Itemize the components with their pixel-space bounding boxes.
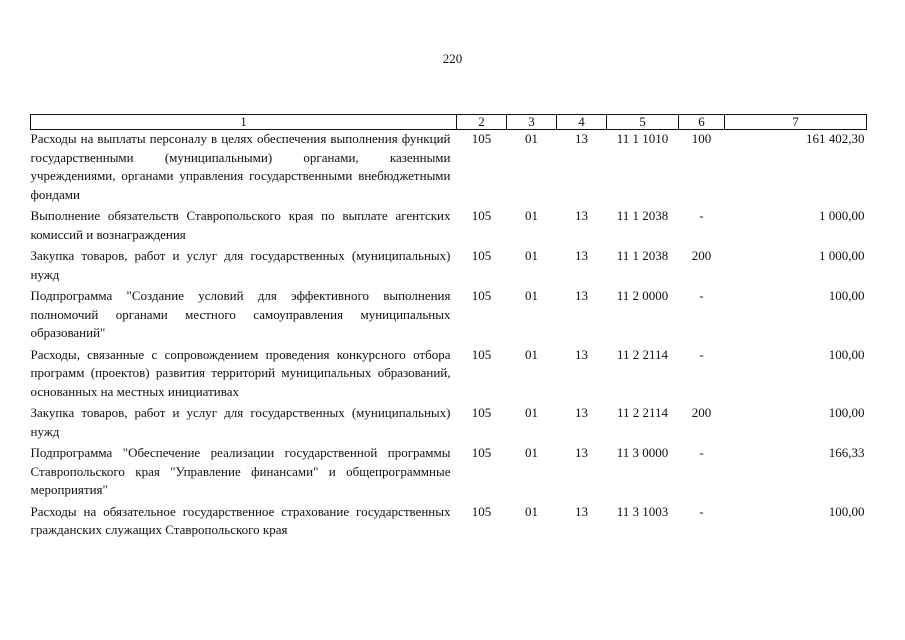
table-row xyxy=(31,444,867,503)
header-col-2: 2 xyxy=(457,115,507,130)
row-code-5: 11 2 0000 xyxy=(616,288,669,303)
row-amount: 161 402,30 xyxy=(806,131,865,146)
row-name: Расходы на обязательное государственное страхование государственных гражданских служащих Ставропольского края xyxy=(30,503,451,537)
row-code-2: 105 xyxy=(471,346,492,362)
row-amount: 1 000,00 xyxy=(819,248,865,263)
row-code-3: 01 xyxy=(525,248,538,263)
table-row xyxy=(31,130,867,208)
row-code-4: 13 xyxy=(575,131,588,146)
table-header xyxy=(31,115,867,130)
table-row xyxy=(31,287,867,346)
row-amount: 166,33 xyxy=(828,445,865,460)
row-name: Расходы, связанные с сопровождением проведения конкурсного отбора программ (проектов) развития территорий муниципальных образований, основанных на местных инициативах xyxy=(30,346,451,399)
row-code-4: 13 xyxy=(575,445,588,460)
row-code-4: 13 xyxy=(575,346,588,362)
row-amount: 100,00 xyxy=(828,503,865,519)
row-code-6: - xyxy=(699,445,704,460)
row-code-2: 105 xyxy=(471,131,492,146)
row-code-2: 105 xyxy=(471,503,492,519)
row-code-4: 13 xyxy=(575,288,588,303)
row-code-3: 01 xyxy=(525,346,538,362)
row-code-3: 01 xyxy=(525,288,538,303)
header-col-6: 6 xyxy=(679,115,725,130)
row-name: Закупка товаров, работ и услуг для государственных (муниципальных) нужд xyxy=(30,248,451,282)
row-code-3: 01 xyxy=(525,445,538,460)
row-code-3: 01 xyxy=(525,131,538,146)
row-code-5: 11 1 2038 xyxy=(616,208,669,223)
row-code-2: 105 xyxy=(471,248,492,263)
row-code-2: 105 xyxy=(471,208,492,223)
page-number: 220 xyxy=(442,51,463,66)
row-code-4: 13 xyxy=(575,405,588,420)
row-code-5: 11 1 2038 xyxy=(616,248,669,263)
row-amount: 100,00 xyxy=(828,346,865,362)
row-code-2: 105 xyxy=(471,445,492,460)
table-row xyxy=(31,346,867,405)
row-code-5: 11 3 1003 xyxy=(616,503,669,519)
row-code-6: - xyxy=(699,288,704,303)
row-name: Расходы на выплаты персоналу в целях обеспечения выполнения функций государственными (муниципальными) органами, казенными учреждениями, органами управления государственными внебюджетными фондами xyxy=(30,131,451,202)
table-row xyxy=(31,404,867,444)
header-col-1: 1 xyxy=(31,115,457,130)
row-code-5: 11 3 0000 xyxy=(616,445,669,460)
header-col-5: 5 xyxy=(607,115,679,130)
row-code-4: 13 xyxy=(575,208,588,223)
row-name: Закупка товаров, работ и услуг для государственных (муниципальных) нужд xyxy=(30,405,451,439)
row-code-6: 200 xyxy=(691,248,712,263)
row-amount: 1 000,00 xyxy=(819,208,865,223)
row-code-2: 105 xyxy=(471,405,492,420)
row-code-5: 11 1 1010 xyxy=(616,131,669,146)
row-name: Выполнение обязательств Ставропольского края по выплате агентских комиссий и вознаграждения xyxy=(30,208,451,242)
table-row xyxy=(31,207,867,247)
row-code-3: 01 xyxy=(525,208,538,223)
header-col-3: 3 xyxy=(507,115,557,130)
row-code-3: 01 xyxy=(525,503,538,519)
row-code-6: 100 xyxy=(691,131,712,146)
row-code-5: 11 2 2114 xyxy=(616,405,669,420)
row-code-4: 13 xyxy=(575,248,588,263)
row-amount: 100,00 xyxy=(828,288,865,303)
row-code-4: 13 xyxy=(575,503,588,519)
row-code-6: - xyxy=(699,503,704,519)
header-col-4: 4 xyxy=(557,115,607,130)
row-code-5: 11 2 2114 xyxy=(616,346,669,362)
row-name: Подпрограмма "Создание условий для эффективного выполнения полномочий органами местного самоуправления муниципальных образований" xyxy=(30,288,451,340)
budget-table xyxy=(30,114,867,543)
row-code-6: - xyxy=(699,208,704,223)
table-row xyxy=(31,503,867,543)
row-code-6: - xyxy=(699,346,704,362)
table-row xyxy=(31,247,867,287)
row-code-6: 200 xyxy=(691,405,712,420)
row-code-3: 01 xyxy=(525,405,538,420)
row-name: Подпрограмма "Обеспечение реализации государственной программы Ставропольского края "Управление финансами" и общепрограммные мероприятия" xyxy=(30,445,451,497)
row-amount: 100,00 xyxy=(828,405,865,420)
table-body xyxy=(31,130,867,543)
row-code-2: 105 xyxy=(471,288,492,303)
header-col-7: 7 xyxy=(725,115,867,130)
